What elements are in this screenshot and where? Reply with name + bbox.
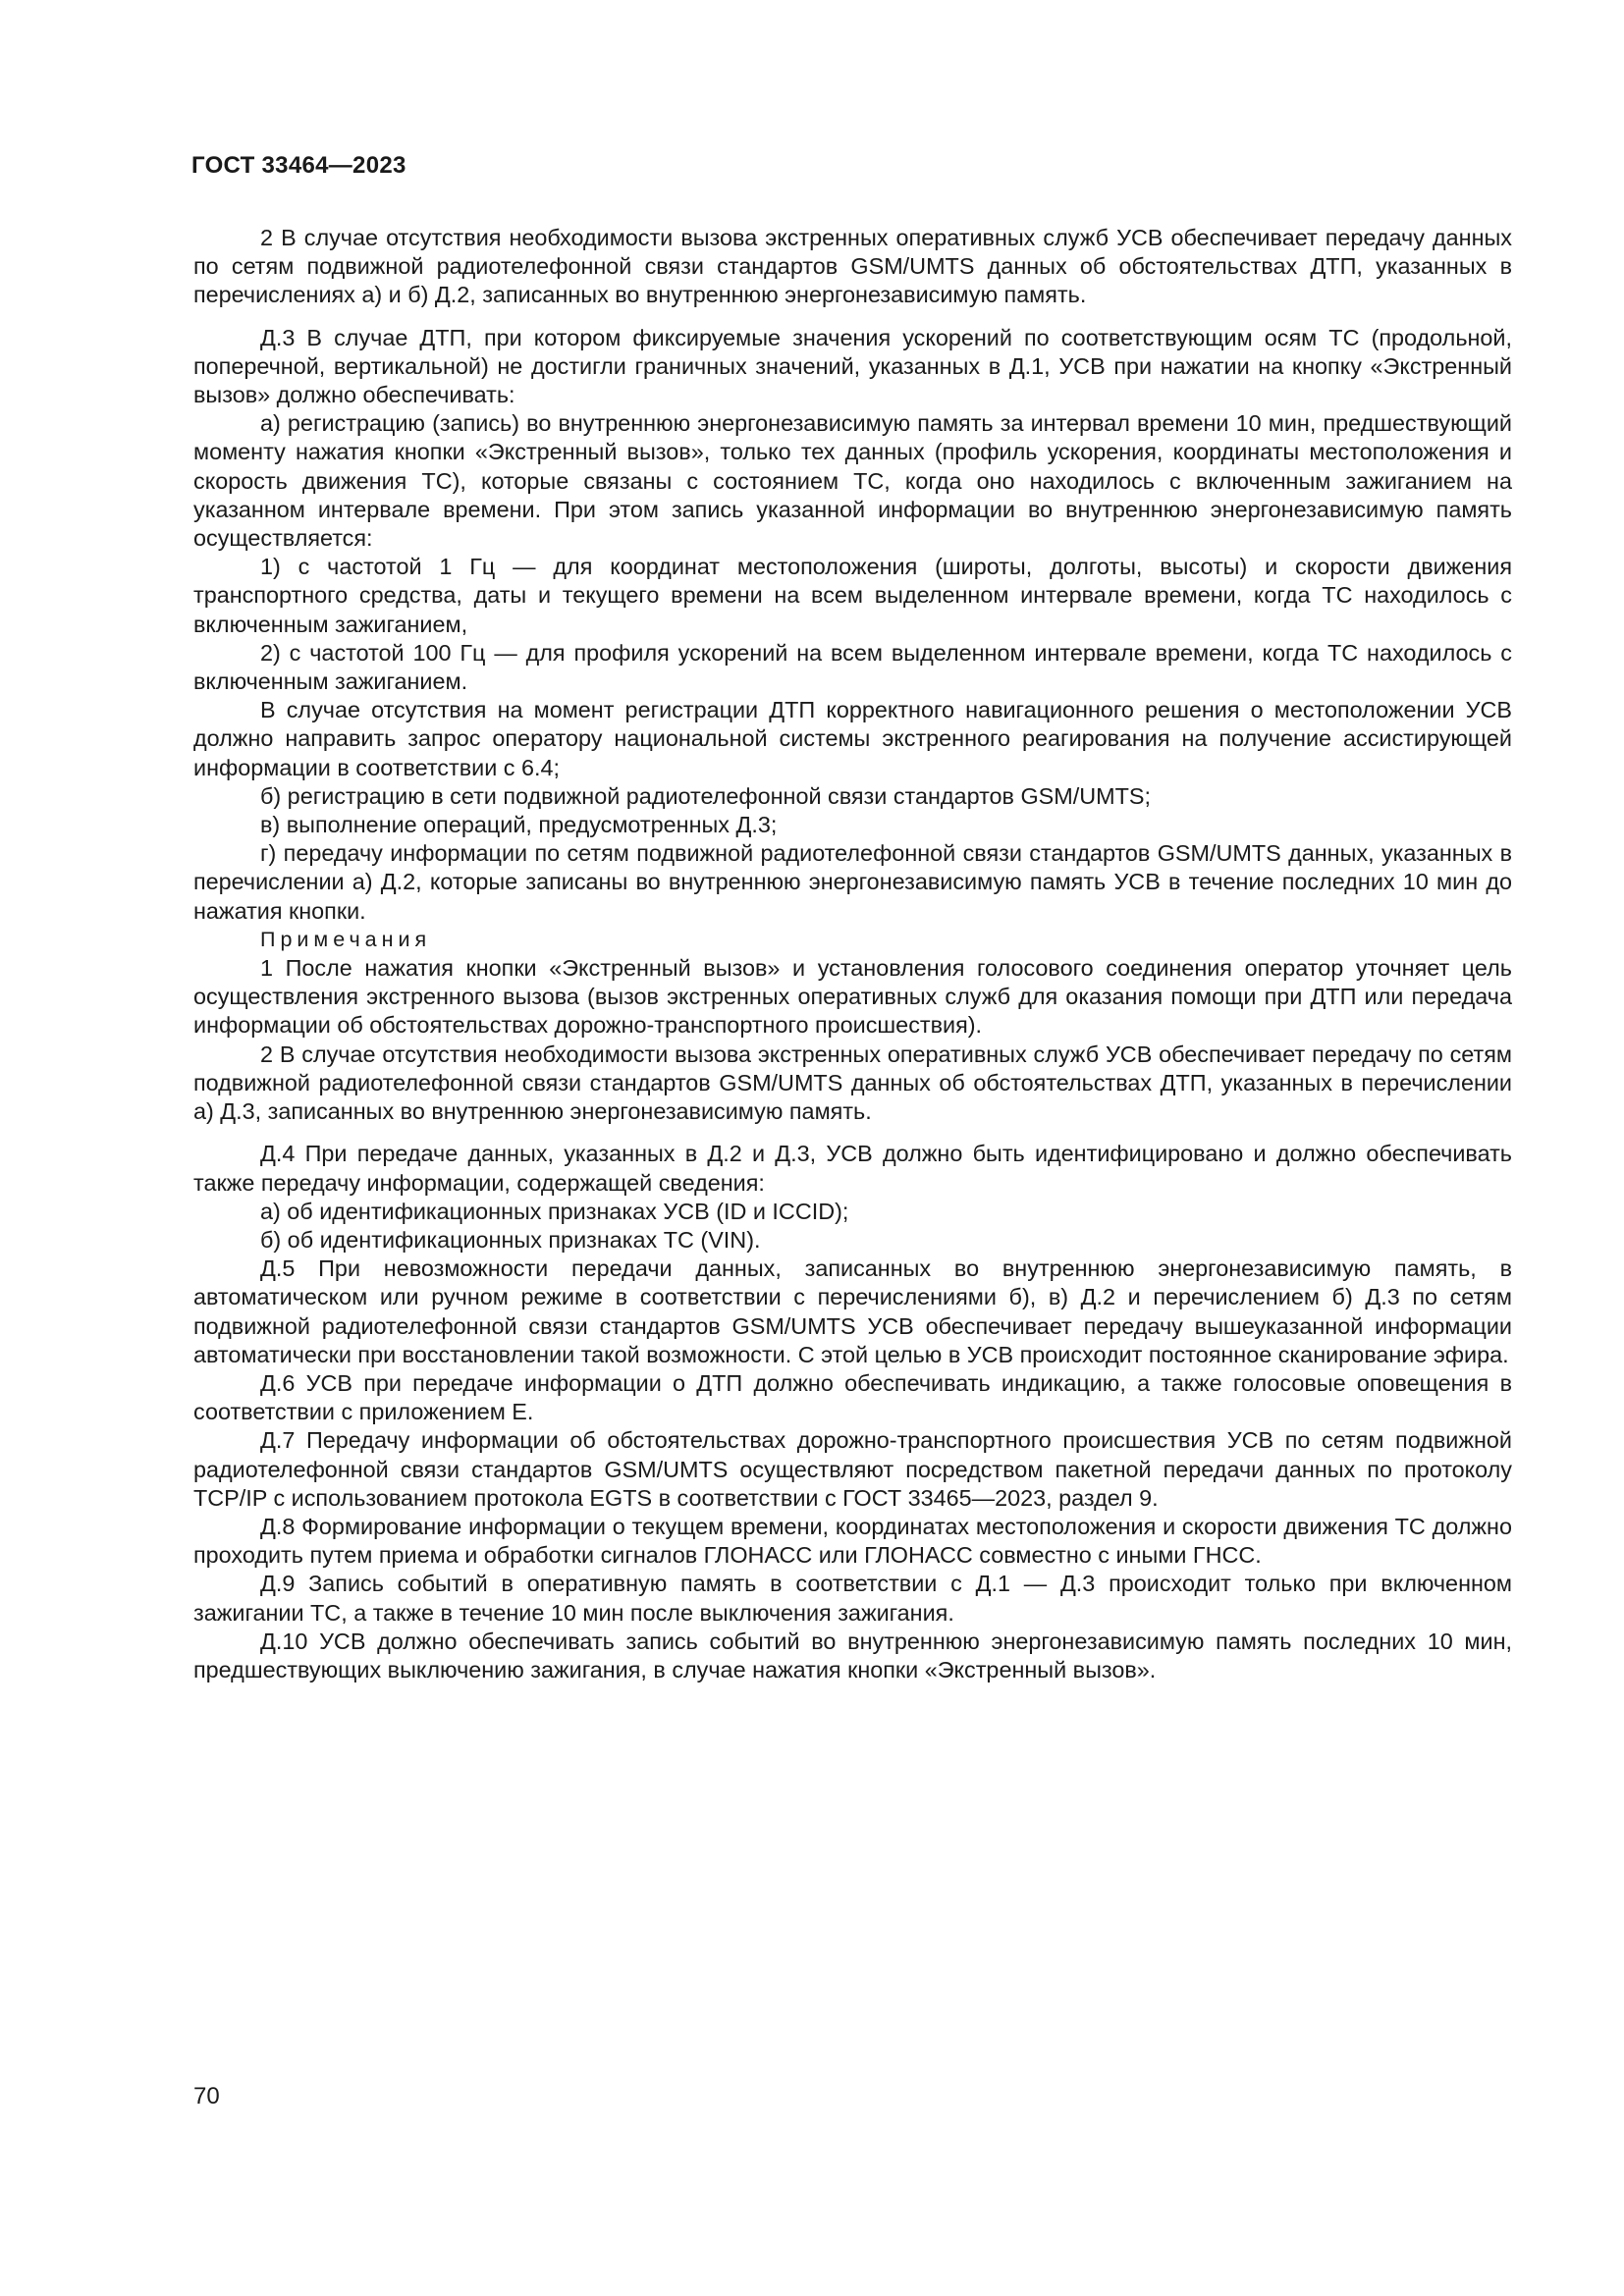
list-item-d4-b: б) об идентификационных признаках ТС (VIN). <box>260 1226 761 1253</box>
list-item-d3-a-2: 2) с частотой 100 Гц — для профиля ускорений на всем выделенном интервале времени, когда ТС находилось с включенным зажиганием. <box>193 639 1512 695</box>
list-item-d3-a-1: 1) с частотой 1 Гц — для координат местоположения (широты, долготы, высоты) и скорости движения транспортного средства, даты и текущего времени на всем выделенном интервале времени, когда ТС находилось с включенным зажиганием, <box>193 554 1512 637</box>
note-1-d3: 1 После нажатия кнопки «Экстренный вызов» и установления голосового соединения оператор уточняет цель осуществления экстренного вызова (вызов экстренных оперативных служб для оказания помощи при ДТП или передача информации об обстоятельствах дорожно-транспортного происшествия). <box>193 955 1512 1039</box>
paragraph-d9: Д.9 Запись событий в оперативную память в соответствии с Д.1 — Д.3 происходит только при включенном зажигании ТС, а также в течение 10 мин после выключения зажигания. <box>193 1571 1512 1626</box>
list-item-d3-g: г) передачу информации по сетям подвижной радиотелефонной связи стандартов GSM/UMTS данных, указанных в перечислении а) Д.2, которые записаны во внутреннюю энергонезависимую память УСВ в течение последних 10 мин до нажатия кнопки. <box>193 840 1512 924</box>
paragraph-d5: Д.5 При невозможности передачи данных, записанных во внутреннюю энергонезависимую память, в автоматическом или ручном режиме в соответствии с перечислениями б), в) Д.2 и перечислением б) Д.3 по сетям подвижной радиотелефонной связи стандартов GSM/UMTS УСВ обеспечивает передачу вышеуказанной информации автоматически при восстановлении такой возможности. С этой целью в УСВ происходит постоянное сканирование эфира. <box>193 1255 1512 1367</box>
paragraph-d3: Д.3 В случае ДТП, при котором фиксируемые значения ускорений по соответствующим осям ТС (продольной, поперечной, вертикальной) не достигли граничных значений, указанных в Д.1, УСВ при нажатии на кнопку «Экстренный вызов» должно обеспечивать: <box>193 324 1512 408</box>
document-body <box>193 224 1512 1684</box>
page-number: 70 <box>193 2083 220 2109</box>
paragraph-d10: Д.10 УСВ должно обеспечивать запись событий во внутреннюю энергонезависимую память последних 10 мин, предшествующих выключению зажигания, в случае нажатия кнопки «Экстренный вызов». <box>193 1628 1512 1682</box>
list-item-d3-b: б) регистрацию в сети подвижной радиотелефонной связи стандартов GSM/UMTS; <box>260 782 1151 809</box>
document-header: ГОСТ 33464—2023 <box>191 152 406 179</box>
paragraph-d6: Д.6 УСВ при передаче информации о ДТП должно обеспечивать индикацию, а также голосовые оповещения в соответствии с приложением Е. <box>193 1369 1512 1425</box>
paragraph-note-2-d2: 2 В случае отсутствия необходимости вызова экстренных оперативных служб УСВ обеспечивает передачу данных по сетям подвижной радиотелефонной связи стандартов GSM/UMTS данных об обстоятельствах ДТП, указанных в перечислениях а) и б) Д.2, записанных во внутреннюю энергонезависимую память. <box>193 225 1512 308</box>
paragraph-d3-navigation: В случае отсутствия на момент регистрации ДТП корректного навигационного решения о местоположении УСВ должно направить запрос оператору национальной системы экстренного реагирования на получение ассистирующей информации в соответствии с 6.4; <box>193 697 1512 780</box>
list-item-d3-v: в) выполнение операций, предусмотренных Д.3; <box>260 812 778 838</box>
list-item-d3-a: а) регистрацию (запись) во внутреннюю энергонезависимую память за интервал времени 10 мин, предшествующий моменту нажатия кнопки «Экстренный вызов», только тех данных (профиль ускорения, координаты местоположения и скорость движения ТС), которые связаны с состоянием ТС, когда оно находилось с включенным зажиганием на указанном интервале времени. При этом запись указанной информации во внутреннюю энергонезависимую память осуществляется: <box>193 410 1512 552</box>
paragraph-d7: Д.7 Передачу информации об обстоятельствах дорожно-транспортного происшествия УСВ по сетям подвижной радиотелефонной связи стандартов GSM/UMTS осуществляют посредством пакетной передачи данных по протоколу TCP/IP с использованием протокола EGTS в соответствии с ГОСТ 33465—2023, раздел 9. <box>193 1427 1512 1511</box>
notes-heading: Примечания <box>260 927 432 951</box>
note-2-d3: 2 В случае отсутствия необходимости вызова экстренных оперативных служб УСВ обеспечивает передачу по сетям подвижной радиотелефонной связи стандартов GSM/UMTS данных об обстоятельствах ДТП, указанных в перечислении а) Д.3, записанных во внутреннюю энергонезависимую память. <box>193 1041 1512 1125</box>
list-item-d4-a: а) об идентификационных признаках УСВ (ID и ICCID); <box>260 1198 849 1224</box>
paragraph-d4: Д.4 При передаче данных, указанных в Д.2 и Д.3, УСВ должно быть идентифицировано и должно обеспечивать также передачу информации, содержащей сведения: <box>193 1141 1512 1196</box>
paragraph-d8: Д.8 Формирование информации о текущем времени, координатах местоположения и скорости движения ТС должно проходить путем приема и обработки сигналов ГЛОНАСС или ГЛОНАСС совместно с иными ГНСС. <box>193 1513 1512 1569</box>
